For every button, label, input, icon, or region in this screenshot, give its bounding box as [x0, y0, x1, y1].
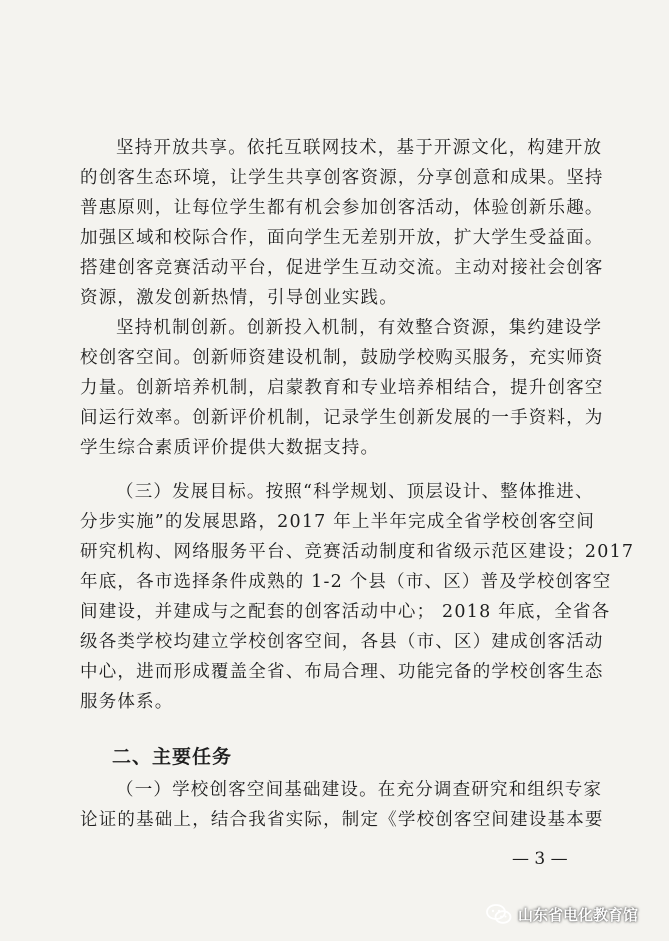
text-line: 年底，各市选择条件成熟的 1-2 个县（市、区）普及学校创客空 [80, 572, 612, 592]
text-line: 中心，进而形成覆盖全省、布局合理、功能完备的学校创客生态 [80, 662, 604, 682]
text-line: 加强区域和校际合作，面向学生无差别开放，扩大学生受益面。 [80, 228, 604, 248]
watermark-label: 山东省电化教育馆 [518, 905, 639, 924]
text-line: 学生综合素质评价提供大数据支持。 [80, 438, 380, 458]
text-line: 的创客生态环境，让学生共享创客资源，分享创意和成果。坚持 [80, 168, 604, 188]
source-watermark [486, 900, 638, 928]
wechat-icon [486, 903, 512, 925]
text-line: 研究机构、网络服务平台、竞赛活动制度和省级示范区建设；2017 [80, 542, 635, 562]
text-line: 级各类学校均建立学校创客空间，各县（市、区）建成创客活动 [80, 632, 604, 652]
text-line: 坚持机制创新。创新投入机制，有效整合资源，集约建设学 [116, 318, 603, 338]
text-line: 间建设，并建成与之配套的创客活动中心； 2018 年底，全省各 [80, 602, 611, 622]
page-number: — 3 — [512, 849, 568, 869]
text-line: （三）发展目标。按照“科学规划、顶层设计、整体推进、 [116, 482, 594, 502]
text-line: 资源，激发创新热情，引导创业实践。 [80, 288, 398, 308]
text-line: 论证的基础上，结合我省实际，制定《学校创客空间建设基本要 [80, 810, 604, 830]
text-line: 校创客空间。创新师资建设机制，鼓励学校购买服务，充实师资 [80, 348, 604, 368]
text-line: （一）学校创客空间基础建设。在充分调查研究和组织专家 [116, 780, 603, 800]
text-line: 普惠原则，让每位学生都有机会参加创客活动，体验创新乐趣。 [80, 198, 604, 218]
text-line: 间运行效率。创新评价机制，记录学生创新发展的一手资料，为 [80, 408, 604, 428]
text-line: 力量。创新培养机制，启蒙教育和专业培养相结合，提升创客空 [80, 378, 604, 398]
text-line: 搭建创客竞赛活动平台，促进学生互动交流。主动对接社会创客 [80, 258, 604, 278]
section-heading: 二、主要任务 [112, 746, 233, 768]
text-line: 分步实施”的发展思路，2017 年上半年完成全省学校创客空间 [80, 512, 596, 532]
text-line: 坚持开放共享。依托互联网技术，基于开源文化，构建开放 [116, 138, 603, 158]
text-line: 服务体系。 [80, 692, 174, 712]
